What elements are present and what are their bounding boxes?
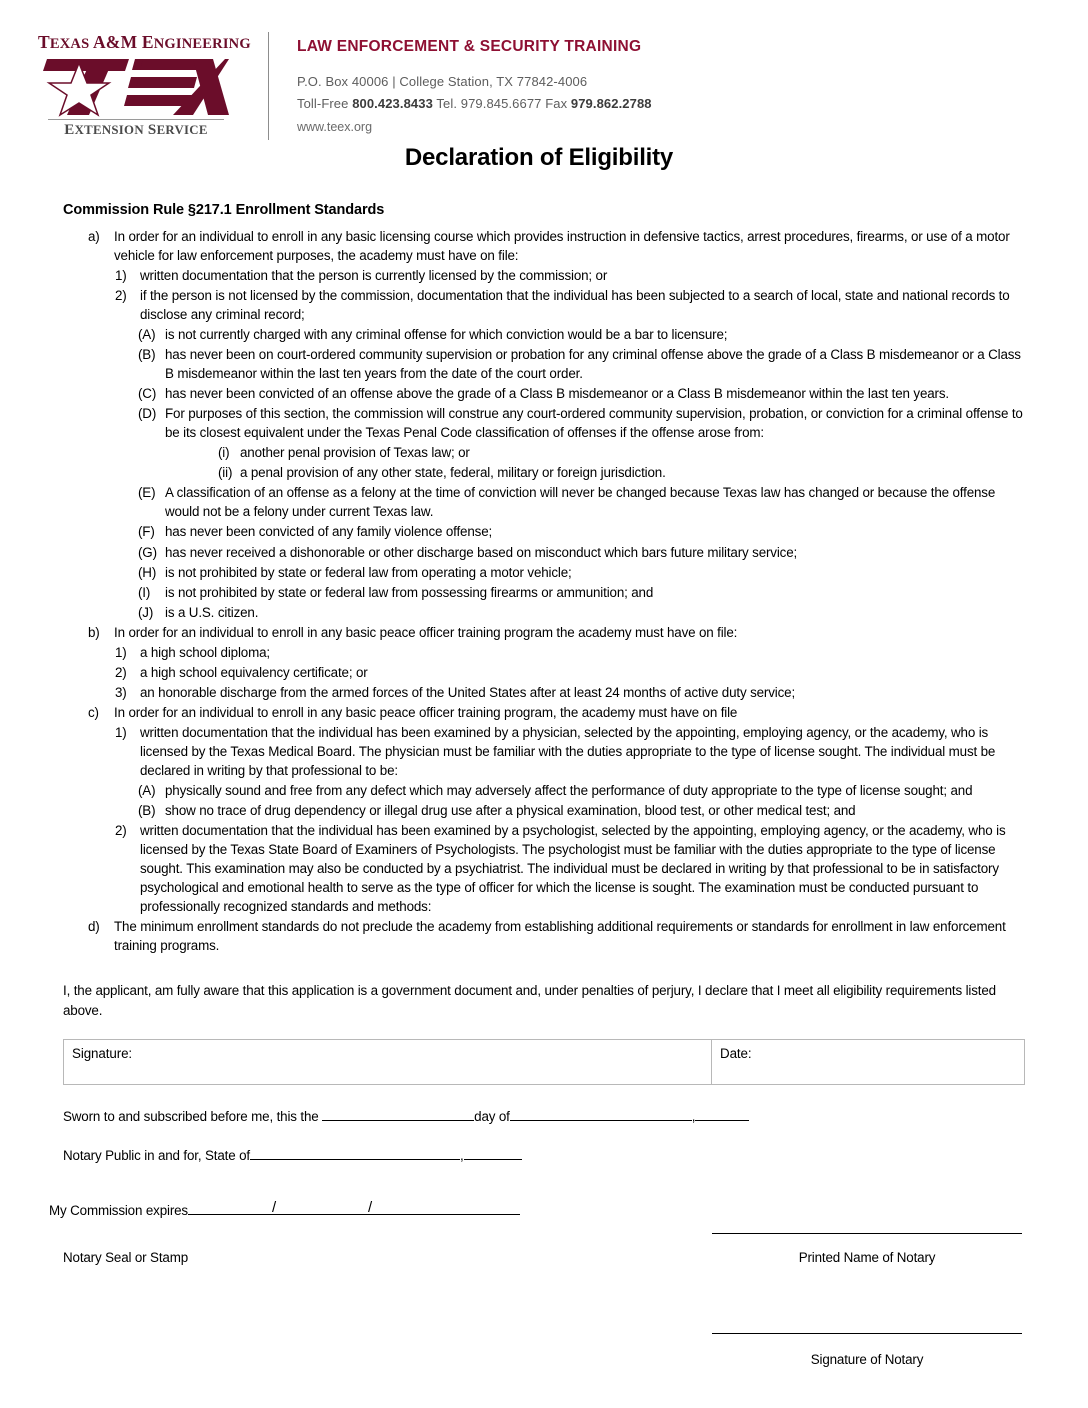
logo-bottom-text: EXTENSION SERVICE (64, 121, 208, 138)
list-text: is not currently charged with any criminal offense for which conviction would be a bar to licensure; (165, 327, 728, 343)
date-slash-2: / (367, 1199, 372, 1217)
printed-name-blank[interactable] (712, 1233, 1022, 1234)
list-item (63, 801, 1028, 820)
header-contact-block (269, 30, 1088, 139)
document-body (0, 202, 1088, 955)
list-marker: a) (88, 229, 100, 244)
fax-label: Fax (541, 96, 571, 112)
list-item (63, 543, 1028, 562)
list-item (63, 603, 1028, 622)
list-text: In order for an individual to enroll in any basic licensing course which provides instruction in defensive tactics, arrest procedures, firearms, or use of a motor vehicle for law enforcement purposes, the academy must have on file: (114, 229, 1010, 264)
list-marker: 2) (115, 664, 127, 680)
state-blank[interactable] (250, 1146, 460, 1160)
day-of-label: day of (474, 1109, 510, 1125)
list-item (63, 384, 1028, 403)
list-text: In order for an individual to enroll in any basic peace officer training program the academy must have on file: (114, 624, 738, 640)
state-blank-2[interactable] (464, 1146, 522, 1160)
list-text: a penal provision of any other state, federal, military or foreign jurisdiction. (240, 465, 666, 481)
logo-top-text: TEXAS A&M ENGINEERING (38, 32, 251, 52)
notary-signature-blank[interactable] (712, 1333, 1022, 1334)
list-marker: (B) (138, 802, 156, 818)
list-item (63, 266, 1028, 285)
list-item (63, 917, 1028, 955)
list-marker: (A) (138, 782, 156, 798)
state-comma: , (459, 1148, 464, 1164)
list-text: For purposes of this section, the commission will construe any court-ordered community supervision, probation, or conviction for a criminal offense to be its closest equivalent under the Texas Penal Code classification of offenses if the offense arose from: (165, 406, 1023, 441)
list-marker: (A) (138, 327, 156, 343)
list-text: The minimum enrollment standards do not preclude the academy from establishing additional requirements or standards for enrollment in law enforcement training programs. (114, 919, 1006, 954)
list-marker: 1) (115, 268, 127, 284)
website-line: www.teex.org (297, 119, 373, 134)
list-marker: 2) (115, 288, 127, 304)
list-marker: (E) (138, 485, 156, 501)
tel-number: 979.845.6677 (460, 96, 542, 112)
list-marker: (J) (138, 604, 154, 620)
list-item (63, 227, 1028, 265)
list-text: a high school diploma; (140, 644, 270, 660)
phone-line (297, 93, 1088, 115)
list-text: an honorable discharge from the armed forces of the United States after at least 24 months of active duty service; (140, 684, 796, 700)
list-item (63, 703, 1028, 722)
signature-label: Signature: (72, 1046, 133, 1062)
fax-number: 979.862.2788 (570, 96, 652, 112)
list-item (63, 443, 1028, 462)
notary-section (0, 1107, 1088, 1163)
list-marker: (G) (138, 544, 157, 560)
sworn-day-blank[interactable] (322, 1107, 474, 1121)
notary-signature-label: Signature of Notary (810, 1352, 924, 1367)
list-item (63, 643, 1028, 662)
list-text: In order for an individual to enroll in any basic peace officer training program, the academy must have on file (114, 704, 738, 720)
list-item (63, 563, 1028, 582)
list-item (63, 286, 1028, 324)
page-title: Declaration of Eligibility (404, 144, 674, 171)
list-text: written documentation that the individual has been examined by a physician, selected by the appointing, employing agency, or the academy, who is licensed by the Texas Medical Board. The physician must be familiar with the duties appropriate to the type of license sought. The individual must be declared in writing by that professional to be: (140, 724, 996, 778)
list-text: physically sound and free from any defect which may adversely affect the performance of duty appropriate to the type of license sought; and (165, 782, 973, 798)
logo-divider (48, 119, 224, 120)
list-marker: (B) (138, 347, 156, 363)
sworn-month-blank[interactable] (510, 1107, 692, 1121)
list-text: has never been on court-ordered community supervision or probation for any criminal offense above the grade of a Class B misdemeanor or a Class B misdemeanor within the last ten years from the date of the court order. (165, 347, 1021, 382)
list-marker: 3) (115, 684, 127, 700)
notary-seal-label: Notary Seal or Stamp (63, 1250, 189, 1265)
list-marker: (C) (138, 386, 157, 402)
list-text: another penal provision of Texas law; or (240, 445, 470, 461)
list-text: a high school equivalency certificate; or (140, 664, 368, 680)
sworn-row (63, 1107, 1028, 1124)
toll-free-number: 800.423.8433 (352, 96, 433, 112)
commission-date-blank[interactable] (188, 1200, 520, 1215)
list-marker: 1) (115, 724, 127, 740)
list-item (63, 463, 1028, 482)
date-slash-1: / (271, 1199, 276, 1217)
list-item (63, 345, 1028, 383)
date-label: Date: (720, 1046, 752, 1062)
list-marker: (H) (138, 564, 157, 580)
toll-free-label: Toll-Free (297, 96, 353, 112)
list-item (63, 723, 1028, 780)
list-item (63, 663, 1028, 682)
list-marker: 1) (115, 644, 127, 660)
state-row (63, 1146, 1028, 1163)
list-marker: (I) (138, 584, 151, 600)
list-text: written documentation that the person is currently licensed by the commission; or (140, 268, 608, 284)
list-marker: (D) (138, 406, 157, 422)
list-marker: (ii) (218, 465, 233, 481)
signature-table (63, 1039, 1025, 1085)
list-text: show no trace of drug dependency or illegal drug use after a physical examination, blood test, or other medical test; and (165, 802, 856, 818)
signature-field[interactable] (64, 1040, 712, 1084)
state-of-label: Notary Public in and for, State of (63, 1148, 250, 1164)
list-item (63, 583, 1028, 602)
sworn-comma: , (691, 1109, 696, 1125)
teex-wordmark-icon (38, 55, 234, 117)
list-text: has never received a dishonorable or other discharge based on misconduct which bars future military service; (165, 544, 798, 560)
declaration-paragraph: I, the applicant, am fully aware that this application is a government document and, under penalties of perjury, I declare that I meet all eligibility requirements listed above. (63, 983, 996, 1018)
commission-expires-row (0, 1200, 1088, 1218)
list-marker: d) (88, 919, 100, 935)
list-item (63, 404, 1028, 442)
list-item (63, 623, 1028, 642)
date-field[interactable] (712, 1040, 1024, 1084)
teex-logo (38, 30, 251, 138)
list-text: is not prohibited by state or federal law from operating a motor vehicle; (165, 564, 572, 580)
list-marker: b) (88, 624, 100, 640)
printed-name-label: Printed Name of Notary (798, 1250, 936, 1265)
list-text: is not prohibited by state or federal law from possessing firearms or ammunition; and (165, 584, 654, 600)
document-header (0, 0, 1088, 138)
list-item (63, 781, 1028, 800)
list-item (63, 483, 1028, 521)
list-text: A classification of an offense as a felony at the time of conviction will never be changed because Texas law has changed or because the offense would not be a felony under current Texas law. (165, 485, 996, 520)
rule-heading: Commission Rule §217.1 Enrollment Standards (63, 202, 385, 218)
list-marker: 2) (115, 822, 127, 838)
list-item (63, 821, 1028, 916)
address-line: P.O. Box 40006 | College Station, TX 77842-4006 (297, 74, 588, 89)
division-title: LAW ENFORCEMENT & SECURITY TRAINING (297, 38, 642, 55)
list-item (63, 325, 1028, 344)
list-item (63, 522, 1028, 541)
list-text: has never been convicted of an offense above the grade of a Class B misdemeanor or a Class B misdemeanor within the last ten years. (165, 386, 949, 402)
list-marker: (F) (138, 524, 155, 540)
list-item (63, 683, 1028, 702)
tel-label: Tel. (432, 96, 461, 112)
commission-expires-label: My Commission expires (49, 1203, 188, 1219)
list-marker: (i) (218, 445, 230, 461)
list-text: if the person is not licensed by the commission, documentation that the individual has been subjected to a search of local, state and national records to disclose any criminal record; (140, 288, 1010, 323)
sworn-year-blank[interactable] (695, 1107, 749, 1121)
list-marker: c) (88, 704, 99, 720)
list-text: has never been convicted of any family violence offense; (165, 524, 493, 540)
list-text: written documentation that the individual has been examined by a psychologist, selected by the appointing, employing agency, or the academy, who is licensed by the Texas State Board of Examiners of Psychologists. The psychologist must be familiar with the duties appropriate to the type of license sought. This examination may also be conducted by a psychiatrist. The individual must be declared in writing by that professional to be in satisfactory psychological and emotional health to serve as the type of officer for which the license is sought. The examination must be conducted pursuant to professionally recognized standards and methods: (140, 822, 1006, 915)
list-text: is a U.S. citizen. (165, 604, 259, 620)
sworn-prefix-label: Sworn to and subscribed before me, this the (63, 1109, 323, 1125)
